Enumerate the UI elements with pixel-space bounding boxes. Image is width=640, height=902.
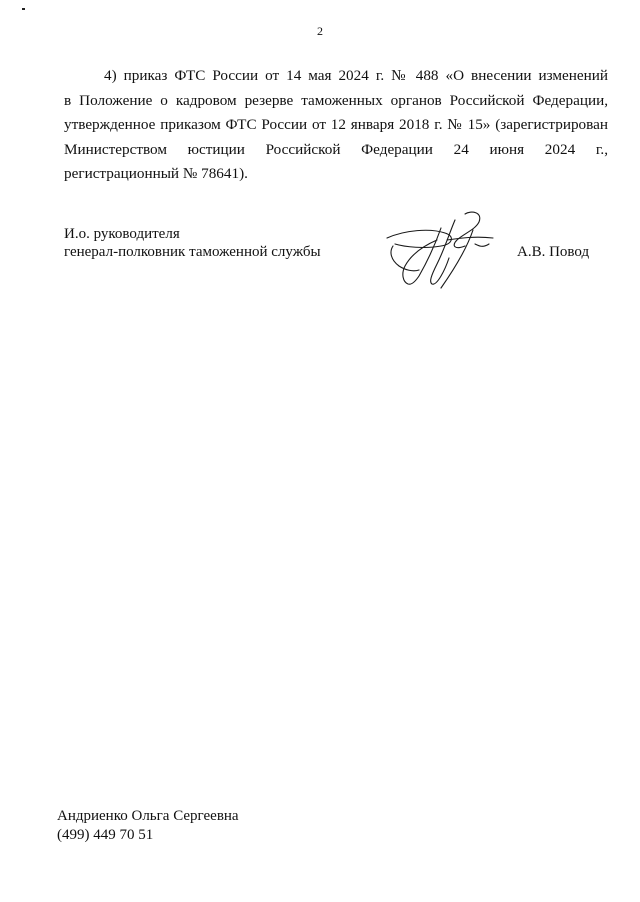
paragraph-line: Министерством юстиции Российской Федерации 24 июня 2024 г., [64, 140, 608, 158]
scan-speck [22, 8, 25, 10]
executor-phone: (499) 449 70 51 [57, 827, 154, 843]
signatory-name: А.В. Повод [517, 244, 590, 260]
paragraph-line: утвержденное приказом ФТС России от 12 января 2018 г. № 15» (зарегистрирован [64, 116, 608, 133]
paragraph-line: в Положение о кадровом резерве таможенных органов Российской Федерации, [64, 91, 608, 109]
signatory-position-line: И.о. руководителя [64, 226, 180, 242]
handwritten-signature [375, 200, 510, 295]
main-paragraph [64, 64, 608, 187]
signatory-position-line: генерал-полковник таможенной службы [64, 244, 321, 260]
executor-block [57, 807, 239, 845]
signatory-position [64, 225, 321, 261]
paragraph-line: регистрационный № 78641). [64, 165, 248, 182]
page-number: 2 [317, 24, 323, 38]
paragraph-line: 4) приказ ФТС России от 14 мая 2024 г. № 488 «О внесении изменений [104, 67, 608, 84]
executor-name: Андриенко Ольга Сергеевна [57, 808, 239, 824]
